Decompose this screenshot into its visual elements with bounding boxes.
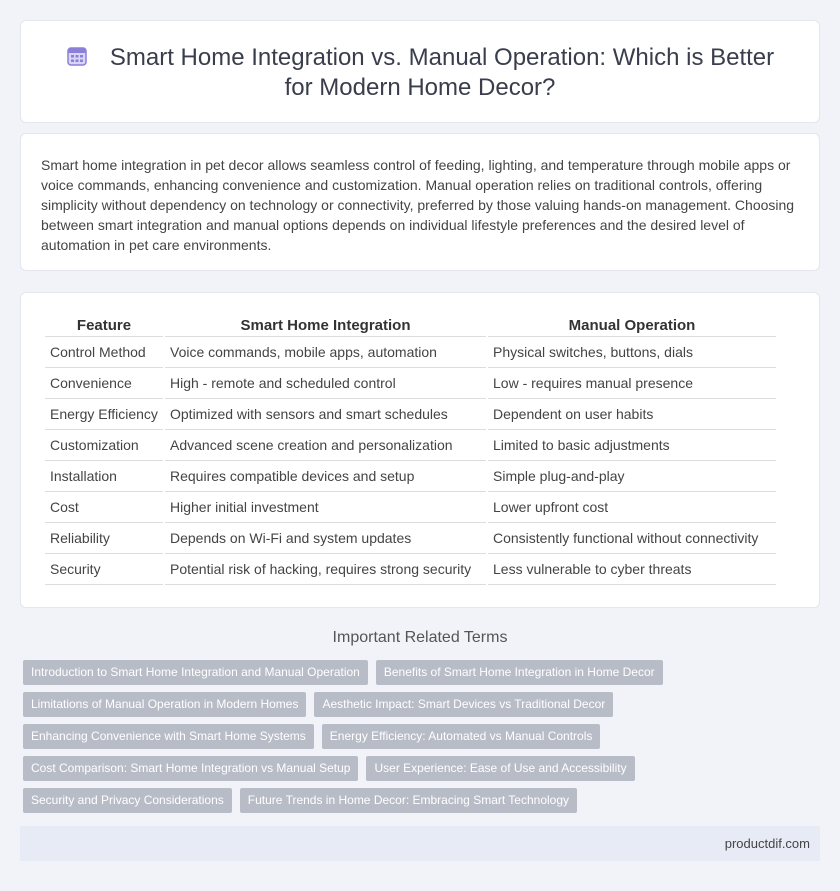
- cell-manual: Less vulnerable to cyber threats: [488, 554, 776, 585]
- header-smart: Smart Home Integration: [165, 315, 486, 337]
- related-term-tag[interactable]: Introduction to Smart Home Integration and Manual Operation: [23, 660, 368, 685]
- header-feature: Feature: [45, 315, 163, 337]
- table-row: [45, 554, 776, 585]
- related-terms-heading: Important Related Terms: [332, 629, 508, 646]
- cell-manual: Lower upfront cost: [488, 492, 776, 523]
- cell-feature: Convenience: [45, 368, 163, 399]
- cell-manual: Consistently functional without connectivity: [488, 523, 776, 554]
- cell-smart: Voice commands, mobile apps, automation: [165, 337, 486, 368]
- page-title: Smart Home Integration vs. Manual Operation: Which is Better for Modern Home Decor?: [109, 44, 775, 101]
- cell-manual: Limited to basic adjustments: [488, 430, 776, 461]
- related-term-tag[interactable]: Aesthetic Impact: Smart Devices vs Traditional Decor: [314, 692, 613, 717]
- cell-manual: Simple plug-and-play: [488, 461, 776, 492]
- related-term-tag[interactable]: Future Trends in Home Decor: Embracing Smart Technology: [240, 788, 577, 813]
- cell-manual: Physical switches, buttons, dials: [488, 337, 776, 368]
- cell-smart: Optimized with sensors and smart schedules: [165, 399, 486, 430]
- table-row: [45, 337, 776, 368]
- comparison-card: [20, 292, 820, 608]
- related-term-tag[interactable]: Security and Privacy Considerations: [23, 788, 232, 813]
- intro-paragraph: Smart home integration in pet decor allows seamless control of feeding, lighting, and temperature through mobile apps or voice commands, enhancing convenience and customization. Manual operation relies on traditional controls, offering simplicity without dependency on technology or connectivity, preferred by those valuing hands-on management. Choosing between smart integration and manual options depends on individual lifestyle preferences and the desired level of automation in pet care environments.: [41, 157, 795, 253]
- table-header-row: [45, 315, 776, 337]
- related-term-tag[interactable]: Benefits of Smart Home Integration in Home Decor: [376, 660, 663, 685]
- cell-feature: Installation: [45, 461, 163, 492]
- table-row: [45, 368, 776, 399]
- cell-manual: Low - requires manual presence: [488, 368, 776, 399]
- table-row: [45, 523, 776, 554]
- page-title-wrap: [21, 43, 819, 103]
- related-term-tag[interactable]: User Experience: Ease of Use and Accessibility: [366, 756, 634, 781]
- table-row: [45, 430, 776, 461]
- cell-smart: High - remote and scheduled control: [165, 368, 486, 399]
- cell-smart: Higher initial investment: [165, 492, 486, 523]
- footer: [20, 826, 820, 861]
- cell-smart: Advanced scene creation and personalization: [165, 430, 486, 461]
- cell-feature: Energy Efficiency: [45, 399, 163, 430]
- calendar-grid-icon: [66, 45, 88, 67]
- header-manual: Manual Operation: [488, 315, 776, 337]
- table-row: [45, 399, 776, 430]
- related-term-tag[interactable]: Cost Comparison: Smart Home Integration vs Manual Setup: [23, 756, 358, 781]
- cell-feature: Control Method: [45, 337, 163, 368]
- related-term-tag[interactable]: Enhancing Convenience with Smart Home Systems: [23, 724, 314, 749]
- table-row: [45, 461, 776, 492]
- comparison-table: [43, 315, 778, 585]
- cell-smart: Requires compatible devices and setup: [165, 461, 486, 492]
- cell-feature: Reliability: [45, 523, 163, 554]
- related-term-tag[interactable]: Energy Efficiency: Automated vs Manual Controls: [322, 724, 601, 749]
- related-terms-list: [23, 660, 823, 820]
- cell-smart: Depends on Wi-Fi and system updates: [165, 523, 486, 554]
- cell-feature: Cost: [45, 492, 163, 523]
- intro-card: [20, 133, 820, 271]
- table-row: [45, 492, 776, 523]
- cell-manual: Dependent on user habits: [488, 399, 776, 430]
- related-term-tag[interactable]: Limitations of Manual Operation in Modern Homes: [23, 692, 306, 717]
- site-link[interactable]: productdif.com: [724, 836, 810, 851]
- title-card: [20, 20, 820, 123]
- cell-smart: Potential risk of hacking, requires strong security: [165, 554, 486, 585]
- cell-feature: Customization: [45, 430, 163, 461]
- cell-feature: Security: [45, 554, 163, 585]
